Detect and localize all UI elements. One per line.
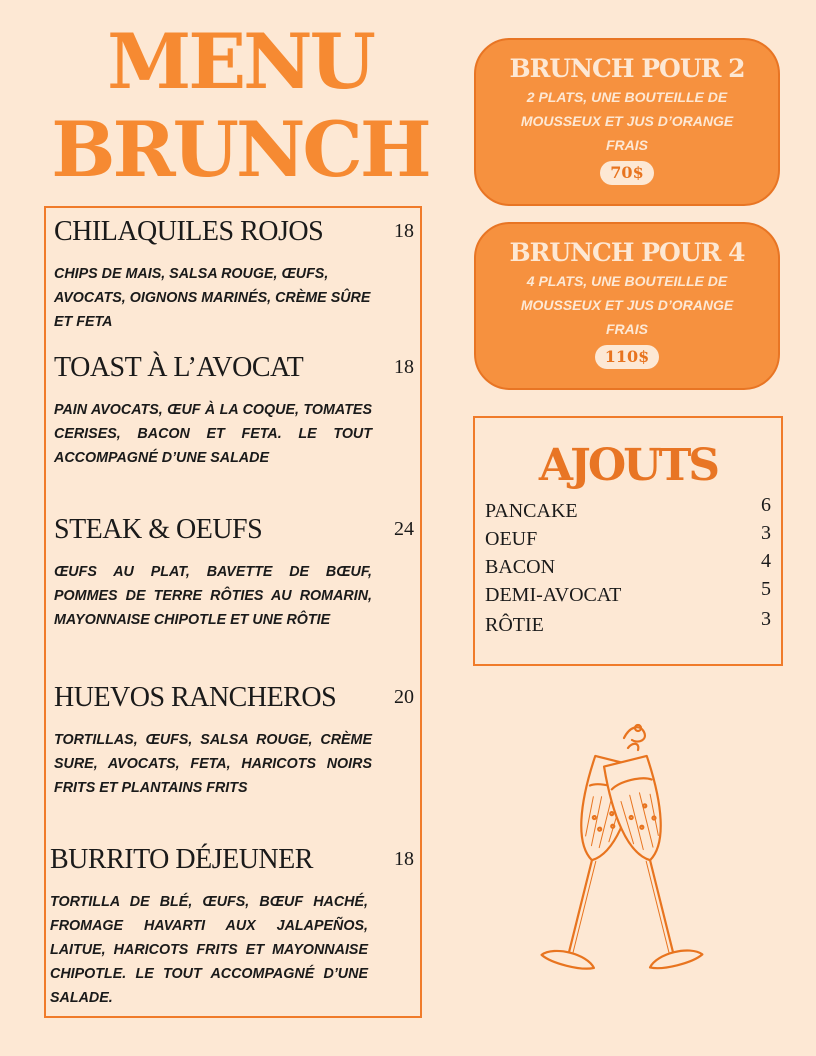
dish-name: STEAK & OEUFS <box>54 514 263 545</box>
addon-name: PANCAKE <box>485 500 578 522</box>
dishes-panel <box>44 206 422 1018</box>
menu-title-line2: BRUNCH <box>51 105 429 194</box>
menu-title-line1: MENU <box>107 17 373 106</box>
dish-name: BURRITO DÉJEUNER <box>50 844 313 875</box>
promo-brunch-2 <box>474 38 780 206</box>
promo-price: 70$ <box>600 161 653 185</box>
dish-price: 20 <box>394 686 414 708</box>
promo-description: 4 PLATS, UNE BOUTEILLE DE MOUSSEUX ET JUS D’ORANGE FRAIS <box>520 273 734 337</box>
dish-price: 24 <box>394 518 414 540</box>
addon-price: 3 <box>761 522 771 544</box>
promo-brunch-4 <box>474 222 780 390</box>
dish-price: 18 <box>394 220 414 242</box>
champagne-toast-icon <box>520 718 720 990</box>
dish-name: HUEVOS RANCHEROS <box>54 682 337 713</box>
addon-name: OEUF <box>485 528 538 550</box>
dish-name: TOAST À L’AVOCAT <box>54 352 304 383</box>
promo-price: 110$ <box>595 345 660 369</box>
ajouts-panel <box>473 416 783 666</box>
promo-description: 2 PLATS, UNE BOUTEILLE DE MOUSSEUX ET JUS D’ORANGE FRAIS <box>520 89 734 153</box>
dish-description: TORTILLAS, ŒUFS, SALSA ROUGE, CRÈME SURE, AVOCATS, FETA, HARICOTS NOIRS FRITS ET PLANTAINS FRITS <box>54 732 372 796</box>
addon-item <box>485 522 771 556</box>
addon-name: RÔTIE <box>485 614 544 636</box>
addon-price: 4 <box>761 550 771 572</box>
dish-price: 18 <box>394 848 414 870</box>
dish-description: CHIPS DE MAIS, SALSA ROUGE, ŒUFS, AVOCATS, OIGNONS MARINÉS, CRÈME SÛRE ET FETA <box>54 266 371 330</box>
addon-item <box>485 494 771 528</box>
addon-price: 6 <box>761 494 771 516</box>
addon-item <box>485 550 771 584</box>
promo-title: BRUNCH POUR 2 <box>509 54 745 83</box>
ajouts-title: AJOUTS <box>538 440 718 491</box>
addon-item <box>485 608 771 642</box>
addon-name: DEMI-AVOCAT <box>485 584 622 606</box>
addon-item <box>485 578 771 612</box>
addon-price: 5 <box>761 578 771 600</box>
dish-description: PAIN AVOCATS, ŒUF À LA COQUE, TOMATES CERISES, BACON ET FETA. LE TOUT ACCOMPAGNÉ D’UNE SALADE <box>54 402 372 466</box>
dish-description: ŒUFS AU PLAT, BAVETTE DE BŒUF, POMMES DE TERRE RÔTIES AU ROMARIN, MAYONNAISE CHIPOTLE ET UNE RÔTIE <box>54 564 372 628</box>
dish-price: 18 <box>394 356 414 378</box>
addon-name: BACON <box>485 556 556 578</box>
dish-name: CHILAQUILES ROJOS <box>54 216 324 247</box>
dish-description: TORTILLA DE BLÉ, ŒUFS, BŒUF HACHÉ, FROMAGE HAVARTI AUX JALAPEÑOS, LAITUE, HARICOTS FRITS ET MAYONNAISE CHIPOTLE. LE TOUT ACCOMPAGNÉ D’UNE SALADE. <box>50 894 368 1006</box>
addon-price: 3 <box>761 608 771 630</box>
promo-title: BRUNCH POUR 4 <box>509 238 745 267</box>
